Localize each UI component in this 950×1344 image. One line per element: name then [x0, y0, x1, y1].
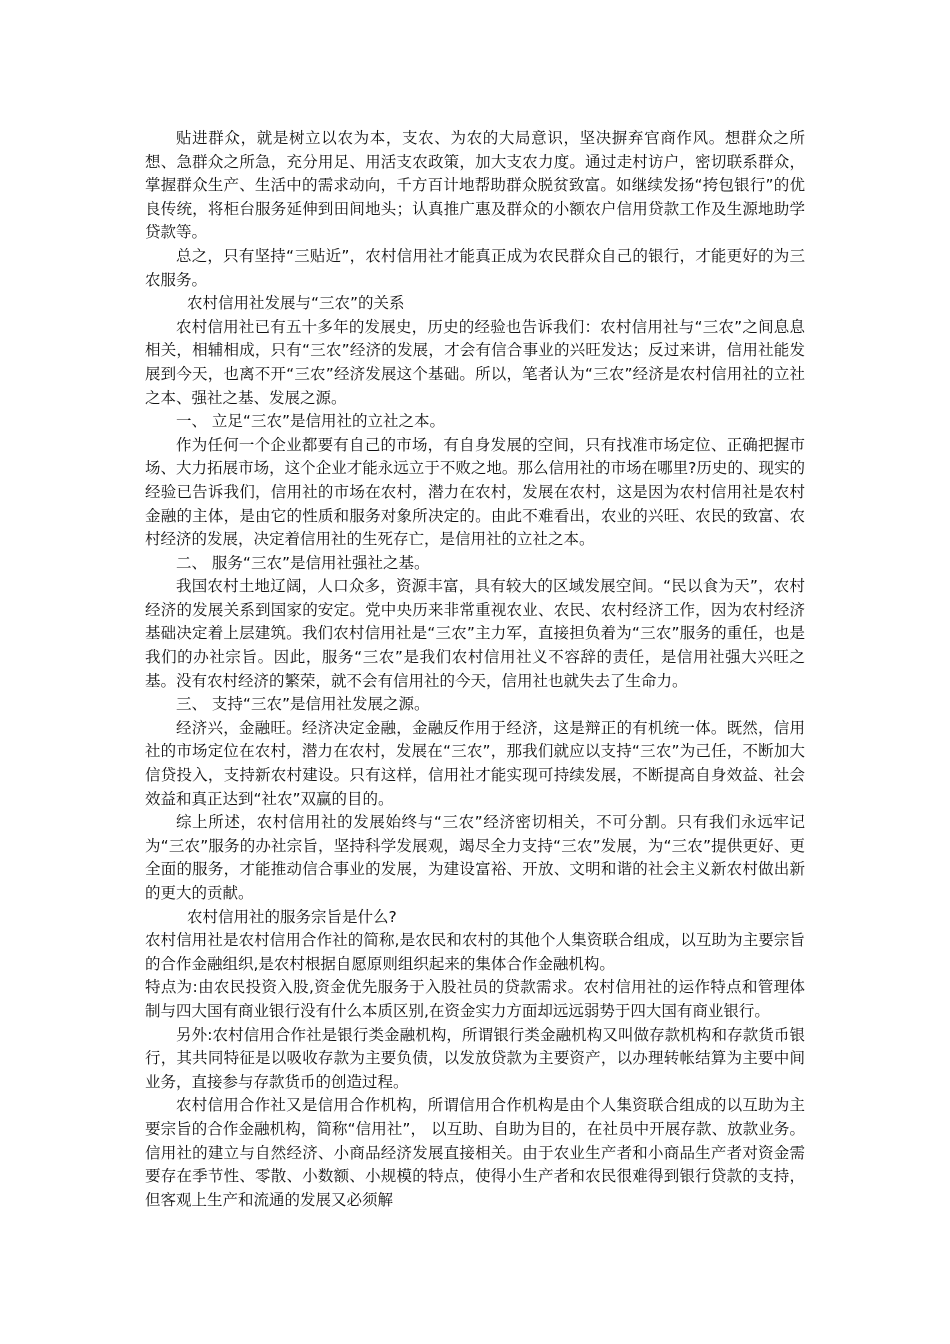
paragraph: 我国农村土地辽阔，人口众多，资源丰富，具有较大的区域发展空间。“民以食为天”，农村经济的发展关系到国家的安定。党中央历来非常重视农业、农民、农村经济工作，因为农村经济基础决定着上层建筑。我们农村信用社是“三农”主力军，直接担负着为“三农”服务的重任，也是我们的办社宗旨。因此，服务“三农”是我们农村信用社义不容辞的责任，是信用社强大兴旺之基。没有农村经济的繁荣，就不会有信用社的今天，信用社也就失去了生命力。	[145, 577, 805, 690]
paragraph: 特点为:由农民投资入股,资金优先服务于入股社员的贷款需求。农村信用社的运作特点和管理体制与四大国有商业银行没有什么本质区别,在资金实力方面却远远弱势于四大国有商业银行。	[145, 978, 805, 1020]
document-body	[145, 127, 805, 1212]
section-heading: 农村信用社发展与“三农”的关系	[187, 294, 405, 313]
paragraph: 贴进群众，就是树立以农为本，支农、为农的大局意识，坚决摒弃官商作风。想群众之所想、急群众之所急，充分用足、用活支农政策，加大支农力度。通过走村访户，密切联系群众，掌握群众生产、生活中的需求动向，千方百计地帮助群众脱贫致富。如继续发扬“挎包银行”的优良传统，将柜台服务延伸到田间地头；认真推广惠及群众的小额农户信用贷款工作及生源地助学贷款等。	[145, 129, 805, 242]
subsection-heading: 二、 服务“三农”是信用社强社之基。	[176, 553, 430, 572]
paragraph: 农村信用合作社又是信用合作机构，所谓信用合作机构是由个人集资联合组成的以互助为主要宗旨的合作金融机构，简称“信用社”， 以互助、自助为目的，在社员中开展存款、放款业务。信用社的建立与自然经济、小商品经济发展直接相关。由于农业生产者和小商品生产者对资金需要存在季节性、零散、小数额、小规模的特点，使得小生产者和农民很难得到银行贷款的支持，但客观上生产和流通的发展又必须解	[145, 1096, 805, 1209]
subsection-heading: 一、 立足“三农”是信用社的立社之本。	[176, 412, 445, 431]
section-heading: 农村信用社的服务宗旨是什么?	[187, 907, 397, 926]
paragraph: 另外:农村信用合作社是银行类金融机构，所谓银行类金融机构又叫做存款机构和存款货币银行，其共同特征是以吸收存款为主要负债，以发放贷款为主要资产，以办理转帐结算为主要中间业务，直接参与存款货币的创造过程。	[145, 1025, 805, 1091]
subsection-heading: 三、 支持“三农”是信用社发展之源。	[176, 695, 430, 714]
paragraph: 作为任何一个企业都要有自己的市场，有自身发展的空间，只有找准市场定位、正确把握市场、大力拓展市场，这个企业才能永远立于不败之地。那么信用社的市场在哪里?历史的、现实的经验已告诉我们，信用社的市场在农村，潜力在农村，发展在农村，这是因为农村信用社是农村金融的主体，是由它的性质和服务对象所决定的。由此不难看出，农业的兴旺、农民的致富、农村经济的发展，决定着信用社的生死存亡，是信用社的立社之本。	[145, 435, 805, 549]
paragraph: 农村信用社已有五十多年的发展史，历史的经验也告诉我们：农村信用社与“三农”之间息息相关，相辅相成，只有“三农”经济的发展，才会有信合事业的兴旺发达；反过来讲，信用社能发展到今天，也离不开“三农”经济发展这个基础。所以，笔者认为“三农”经济是农村信用社的立社之本、强社之基、发展之源。	[145, 317, 805, 407]
paragraph: 经济兴，金融旺。经济决定金融，金融反作用于经济，这是辩正的有机统一体。既然，信用社的市场定位在农村，潜力在农村，发展在“三农”，那我们就应以支持“三农”为己任，不断加大信贷投入，支持新农村建设。只有这样，信用社才能实现可持续发展，不断提高自身效益、社会效益和真正达到“社农”双赢的目的。	[145, 718, 805, 808]
paragraph: 总之，只有坚持“三贴近”，农村信用社才能真正成为农民群众自己的银行，才能更好的为三农服务。	[145, 246, 805, 289]
paragraph: 农村信用社是农村信用合作社的简称,是农民和农村的其他个人集资联合组成，以互助为主要宗旨的合作金融组织,是农村根据自愿原则组织起来的集体合作金融机构。	[145, 931, 805, 973]
paragraph: 综上所述，农村信用社的发展始终与“三农”经济密切相关，不可分割。只有我们永远牢记为“三农”服务的办社宗旨，坚持科学发展观，竭尽全力支持“三农”发展，为“三农”提供更好、更全面的服务，才能推动信合事业的发展，为建设富裕、开放、文明和谐的社会主义新农村做出新的更大的贡献。	[145, 813, 805, 902]
